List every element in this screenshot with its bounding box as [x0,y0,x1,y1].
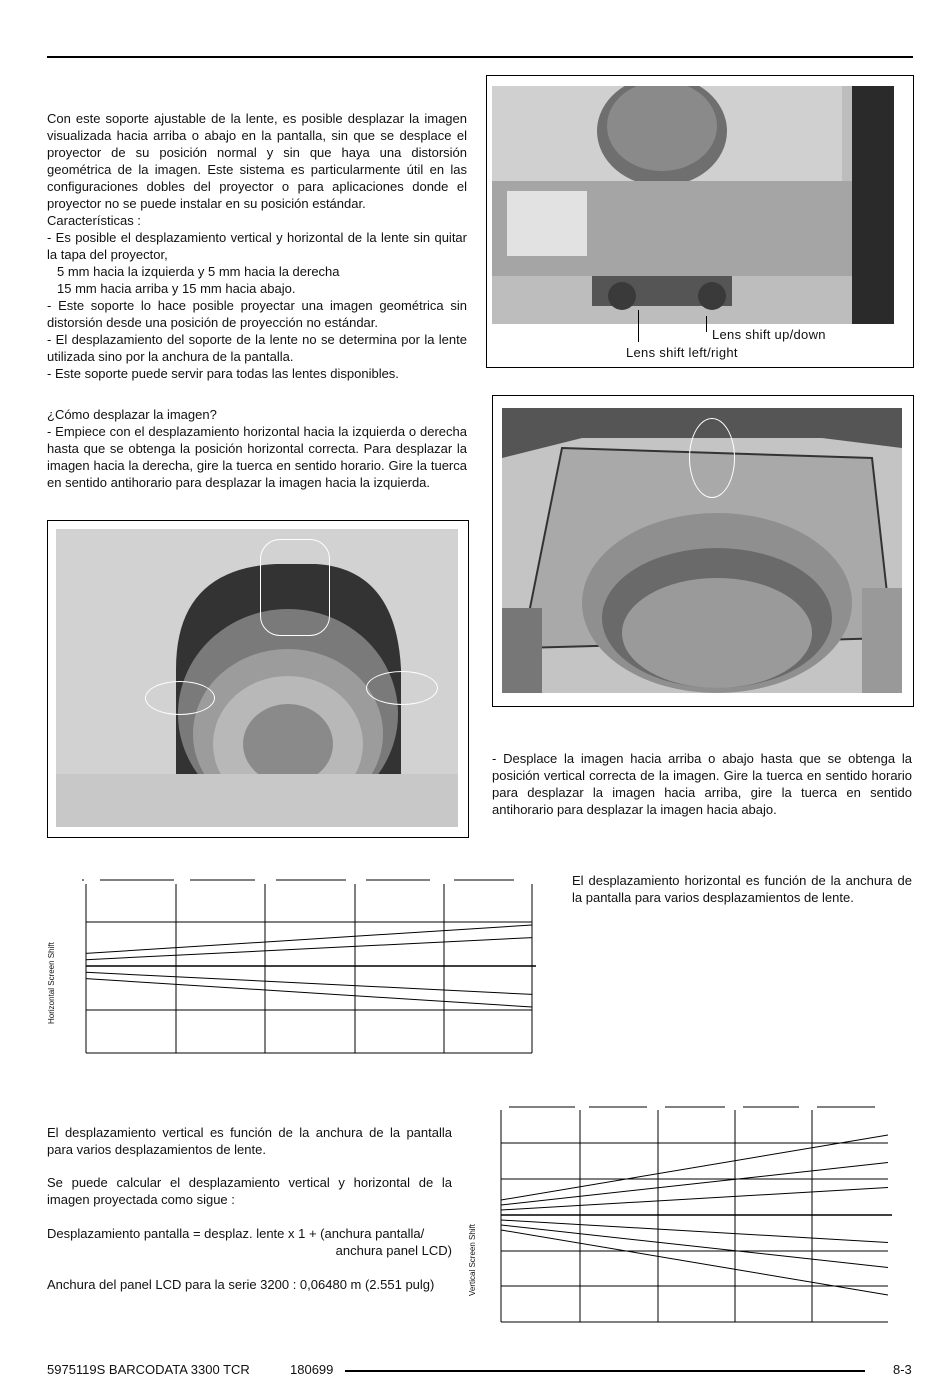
how-to-heading: ¿Cómo desplazar la imagen? [47,407,217,422]
vertical-shift-chart [495,1104,895,1326]
series-line [501,1135,888,1200]
left-highlight-ellipse [145,681,215,715]
footer-date: 180699 [290,1362,334,1377]
feature-item: - Este soporte lo hace posible proyectar una imagen geométrica sin distorsión desde una posición de proyección no estándar. [47,298,467,330]
feature-item: - Es posible el desplazamiento vertical y horizontal de la lente sin quitar la tapa del proyector, [47,230,467,262]
lcd-width-text: Anchura del panel LCD para la serie 3200 : 0,06480 m (2.551 pulg) [47,1277,435,1292]
feature-item: - Este soporte puede servir para todas las lentes disponibles. [47,366,399,381]
feature-subitem: 5 mm hacia la izquierda y 5 mm hacia la derecha [57,264,340,279]
horizontal-shift-chart [80,878,540,1058]
horizontal-chart-ylabel: Horizontal Screen Shift [47,942,56,1024]
intro-text [47,110,467,382]
footer-page-number: 8-3 [893,1362,912,1377]
features-heading: Características : [47,213,141,228]
horizontal-note: El desplazamiento horizontal es función de la anchura de la pantalla para varios desplazamientos de lente. [572,873,912,905]
vertical-shift-chart-svg [495,1104,895,1326]
how-to-paragraph: - Empiece con el desplazamiento horizontal hacia la izquierda o derecha hasta que se obtenga la posición horizontal correcta. Para desplazar la imagen hacia la derecha, gire la tuerca en sentido horario. Gire la tuerca en sentido antihorario para desplazar la imagen hacia la izquierda. [47,424,467,490]
updown-pointer [706,316,707,332]
top-rule [47,56,913,58]
feature-subitem: 15 mm hacia arriba y 15 mm hacia abajo. [57,281,296,296]
how-to-text [47,406,467,491]
formula-line2: anchura panel LCD) [335,1243,452,1258]
vertical-note: El desplazamiento vertical es función de la anchura de la pantalla para varios desplazamientos de lente. [47,1125,452,1157]
formula-intro: Se puede calcular el desplazamiento vertical y horizontal de la imagen proyectada como sigue : [47,1175,452,1207]
footer-doc-id: 5975119S BARCODATA 3300 TCR [47,1362,250,1377]
series-line [501,1230,888,1295]
lens-photo-frame [47,520,469,838]
footer-rule [345,1370,865,1372]
knob-photo-frame [486,75,914,368]
highlight-ellipse [689,418,735,498]
knob-photo [492,86,894,324]
vertical-instruction: - Desplace la imagen hacia arriba o abajo hasta que se obtenga la posición vertical correcta de la imagen. Gire la tuerca en sentido horario para desplazar la imagen hacia arriba, gire la tuerca en sentido antihorario para desplazar la imagen hacia abajo. [492,751,912,817]
vertical-chart-ylabel: Vertical Screen Shift [468,1223,477,1296]
lens-shift-updown-label: Lens shift up/down [712,327,826,342]
formula-line1: Desplazamiento pantalla = desplaz. lente x 1 + (anchura pantalla/ [47,1226,425,1241]
right-highlight-ellipse [366,671,438,705]
mount-photo-frame [492,395,914,707]
feature-item: - El desplazamiento del soporte de la lente no se determina por la lente utilizada sino por la anchura de la pantalla. [47,332,467,364]
horizontal-shift-chart-svg [80,878,540,1058]
top-highlight-ellipse [260,539,330,636]
intro-paragraph: Con este soporte ajustable de la lente, es posible desplazar la imagen visualizada hacia arriba o abajo en la pantalla, sin que se desplace el proyector de su posición normal y sin que haya una distorsión geométrica de la imagen. Este sistema es particularmente útil en las configuraciones dobles del proyector o para aplicaciones donde el proyector no se puede instalar en su posición estándar. [47,111,467,211]
leftright-pointer [638,310,639,342]
lens-shift-leftright-label: Lens shift left/right [626,345,738,360]
